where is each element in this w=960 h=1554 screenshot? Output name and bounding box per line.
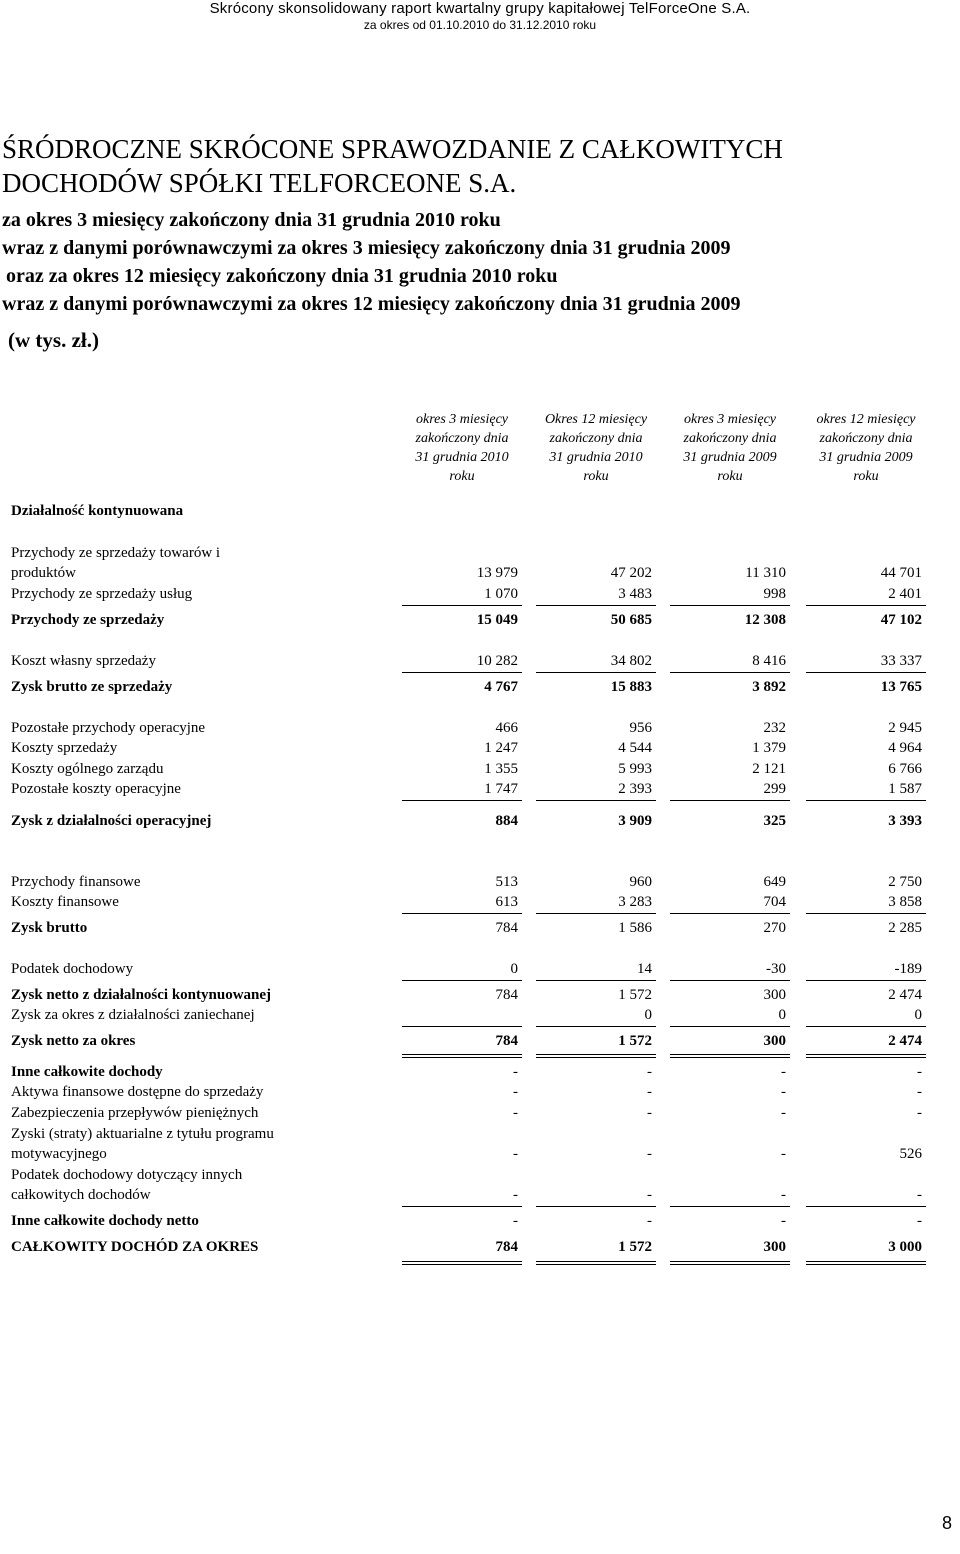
column-header-q4-2010 [402, 410, 522, 486]
row-value: 784 [495, 1239, 518, 1255]
subtotal-rule [536, 800, 656, 801]
row-value: 232 [763, 720, 786, 736]
total-double-rule [536, 1054, 656, 1055]
row-value: 960 [629, 874, 652, 890]
subtitle-line: wraz z danymi porównawczymi za okres 12 miesięcy zakończony dnia 31 grudnia 2009 [2, 293, 741, 315]
row-label: Zysk z działalności operacyjnej [11, 813, 212, 829]
row-value: 3 858 [888, 894, 922, 910]
table-row [11, 1185, 946, 1205]
table-row [11, 892, 946, 912]
subtotal-rule [806, 980, 926, 981]
row-value: - [917, 1213, 922, 1229]
row-value: - [781, 1146, 786, 1162]
row-value: - [781, 1105, 786, 1121]
subtotal-rule [536, 672, 656, 673]
subtotal-rule [670, 1206, 790, 1207]
page-number: 8 [941, 1513, 952, 1533]
subtotal-rule [402, 1206, 522, 1207]
subtotal-rule [670, 913, 790, 914]
column-header-line: okres 12 miesięcy [816, 412, 916, 427]
subtotal-rule [536, 980, 656, 981]
report-header-period: za okres od 01.10.2010 do 31.12.2010 roku [363, 18, 597, 32]
column-header-line: roku [449, 469, 475, 484]
table-row [11, 584, 946, 604]
row-value: 1 247 [484, 740, 518, 756]
row-label: Zysk netto za okres [11, 1033, 136, 1049]
row-value: - [917, 1187, 922, 1203]
row-value: 3 892 [752, 679, 786, 695]
subtotal-rule [536, 1206, 656, 1207]
row-value: 11 310 [745, 565, 786, 581]
row-label: CAŁKOWITY DOCHÓD ZA OKRES [11, 1239, 259, 1255]
row-value: 2 285 [888, 920, 922, 936]
row-value: - [647, 1146, 652, 1162]
row-label: produktów [11, 565, 76, 581]
row-value: 13 765 [880, 679, 922, 695]
table-row [11, 959, 946, 979]
row-value: 2 945 [888, 720, 922, 736]
row-value: 6 766 [888, 761, 922, 777]
row-value: 649 [763, 874, 786, 890]
row-value: 0 [778, 1007, 786, 1023]
subtotal-rule [536, 1026, 656, 1027]
row-label-line: Zyski (straty) aktuarialne z tytułu programu [11, 1126, 274, 1142]
row-value: - [647, 1213, 652, 1229]
subtotal-rule [806, 913, 926, 914]
row-value: - [917, 1105, 922, 1121]
column-header-q4-2009 [670, 410, 790, 486]
row-value: 1 572 [618, 1033, 652, 1049]
row-value: 50 685 [610, 612, 652, 628]
row-value: 4 544 [618, 740, 652, 756]
row-label: Zysk brutto [11, 920, 88, 936]
subtotal-rule [536, 605, 656, 606]
row-value: 3 283 [618, 894, 652, 910]
row-label: Zysk brutto ze sprzedaży [11, 679, 173, 695]
total-double-rule [806, 1261, 926, 1262]
row-value: 2 750 [888, 874, 922, 890]
column-header-line: zakończony dnia [819, 431, 913, 446]
row-value: 0 [510, 961, 518, 977]
subtotal-rule [670, 980, 790, 981]
table-row [11, 1005, 946, 1025]
subtotal-rule [806, 800, 926, 801]
row-value: - [513, 1064, 518, 1080]
row-value: 12 308 [744, 612, 786, 628]
row-value: 0 [644, 1007, 652, 1023]
total-double-rule [806, 1054, 926, 1055]
row-value: 704 [763, 894, 786, 910]
column-header-line: 31 grudnia 2009 [683, 450, 777, 465]
row-label: motywacyjnego [11, 1146, 107, 1162]
row-value: 47 102 [880, 612, 922, 628]
row-value: 784 [495, 1033, 518, 1049]
row-value: 300 [763, 1239, 786, 1255]
table-row [11, 779, 946, 799]
row-value: 10 282 [476, 653, 518, 669]
row-label: Koszty finansowe [11, 894, 119, 910]
row-value: - [513, 1105, 518, 1121]
subtitle-line: wraz z danymi porównawczymi za okres 3 miesięcy zakończony dnia 31 grudnia 2009 [2, 237, 731, 259]
table-row [11, 610, 946, 630]
table-row [11, 759, 946, 779]
total-double-rule [536, 1261, 656, 1262]
row-value: 33 337 [880, 653, 922, 669]
column-header-fy-2009 [806, 410, 926, 486]
report-header-title: Skrócony skonsolidowany raport kwartalny grupy kapitałowej TelForceOne S.A. [209, 0, 751, 17]
row-value: 4 767 [484, 679, 518, 695]
row-value: - [513, 1146, 518, 1162]
row-value: 15 049 [476, 612, 518, 628]
row-value: 526 [899, 1146, 922, 1162]
row-value: 513 [495, 874, 518, 890]
row-value: 2 474 [888, 987, 922, 1003]
row-value: - [647, 1064, 652, 1080]
row-value: 0 [914, 1007, 922, 1023]
column-header-line: zakończony dnia [549, 431, 643, 446]
total-double-rule [806, 1057, 926, 1058]
subtitle-line: za okres 3 miesięcy zakończony dnia 31 grudnia 2010 roku [2, 209, 501, 231]
column-header-line: zakończony dnia [415, 431, 509, 446]
row-label: Pozostałe koszty operacyjne [11, 781, 181, 797]
row-value: - [647, 1105, 652, 1121]
row-value: 13 979 [476, 565, 518, 581]
subtotal-rule [806, 672, 926, 673]
row-value: 47 202 [610, 565, 652, 581]
row-value: 1 355 [484, 761, 518, 777]
row-value: 5 993 [618, 761, 652, 777]
report-header [0, 0, 960, 32]
statement-title-line2: DOCHODÓW SPÓŁKI TELFORCEONE S.A. [2, 168, 517, 198]
row-value: - [781, 1064, 786, 1080]
row-label: Aktywa finansowe dostępne do sprzedaży [11, 1084, 264, 1100]
row-value: 2 121 [752, 761, 786, 777]
row-value: 1 379 [752, 740, 786, 756]
row-value: 466 [495, 720, 518, 736]
section-heading: Działalność kontynuowana [11, 503, 184, 519]
total-double-rule [670, 1054, 790, 1055]
total-double-rule [402, 1054, 522, 1055]
table-row [11, 811, 946, 831]
column-header-line: zakończony dnia [683, 431, 777, 446]
row-value: - [781, 1213, 786, 1229]
subtotal-rule [402, 672, 522, 673]
column-header-line: okres 3 miesięcy [416, 412, 508, 427]
row-label: Zysk netto z działalności kontynuowanej [11, 987, 272, 1003]
column-header-fy-2010 [536, 410, 656, 486]
row-label-line: Przychody ze sprzedaży towarów i [11, 545, 221, 561]
table-row [11, 1082, 946, 1102]
table-row [11, 1237, 946, 1257]
statement-title [2, 132, 942, 200]
row-value: 784 [495, 920, 518, 936]
table-row [11, 918, 946, 938]
row-value: 784 [495, 987, 518, 1003]
row-value: 956 [629, 720, 652, 736]
subtotal-rule [402, 1026, 522, 1027]
row-value: - [513, 1187, 518, 1203]
subtitle-line: oraz za okres 12 miesięcy zakończony dnia 31 grudnia 2010 roku [6, 265, 558, 287]
row-value: 300 [763, 1033, 786, 1049]
total-double-rule [806, 1264, 926, 1265]
row-value: 34 802 [610, 653, 652, 669]
row-value: 3 909 [618, 813, 652, 829]
total-double-rule [402, 1261, 522, 1262]
row-value: 3 393 [888, 813, 922, 829]
table-row [11, 563, 946, 583]
table-row [11, 677, 946, 697]
row-value: - [513, 1213, 518, 1229]
column-header-line: roku [717, 469, 743, 484]
table-row [11, 1144, 946, 1164]
table-row [11, 651, 946, 671]
subtotal-rule [670, 672, 790, 673]
subtotal-rule [806, 1206, 926, 1207]
subtotal-rule [670, 1026, 790, 1027]
total-double-rule [670, 1261, 790, 1262]
table-row [11, 738, 946, 758]
row-value: 1 572 [618, 1239, 652, 1255]
statement-subtitle [2, 206, 952, 318]
total-double-rule [402, 1057, 522, 1058]
row-value: 2 401 [888, 586, 922, 602]
row-value: 2 474 [888, 1033, 922, 1049]
row-value: - [513, 1084, 518, 1100]
column-header-line: roku [583, 469, 609, 484]
row-label: Zabezpieczenia przepływów pieniężnych [11, 1105, 259, 1121]
row-value: 44 701 [880, 565, 922, 581]
row-value: 325 [763, 813, 786, 829]
row-value: 1 747 [484, 781, 518, 797]
table-row [11, 872, 946, 892]
subtotal-rule [806, 1026, 926, 1027]
row-label: Pozostałe przychody operacyjne [11, 720, 206, 736]
table-row [11, 1062, 946, 1082]
row-value: 1 586 [618, 920, 652, 936]
row-value: 613 [495, 894, 518, 910]
column-header-line: 31 grudnia 2009 [819, 450, 913, 465]
subtotal-rule [402, 605, 522, 606]
row-value: 270 [763, 920, 786, 936]
row-value: 884 [495, 813, 518, 829]
subtotal-rule [670, 605, 790, 606]
column-header-line: Okres 12 miesięcy [544, 412, 648, 427]
row-value: 1 572 [618, 987, 652, 1003]
row-value: - [781, 1187, 786, 1203]
row-value: - [647, 1084, 652, 1100]
table-row [11, 985, 946, 1005]
row-value: -189 [894, 961, 922, 977]
row-label: Przychody finansowe [11, 874, 141, 890]
row-value: 998 [763, 586, 786, 602]
total-double-rule [536, 1057, 656, 1058]
row-value: 8 416 [752, 653, 786, 669]
row-value: 3 000 [888, 1239, 922, 1255]
row-label: Przychody ze sprzedaży usług [11, 586, 193, 602]
table-row [11, 1211, 946, 1231]
row-label: Podatek dochodowy [11, 961, 134, 977]
subtotal-rule [402, 913, 522, 914]
row-value: 4 964 [888, 740, 922, 756]
row-label-line: Podatek dochodowy dotyczący innych [11, 1167, 243, 1183]
statement-title-line1: ŚRÓDROCZNE SKRÓCONE SPRAWOZDANIE Z CAŁKOWITYCH [2, 134, 783, 164]
row-label: Inne całkowite dochody netto [11, 1213, 199, 1229]
row-value: -30 [766, 961, 786, 977]
total-double-rule [670, 1264, 790, 1265]
column-header-line: 31 grudnia 2010 [549, 450, 643, 465]
row-value: - [647, 1187, 652, 1203]
row-value: 15 883 [610, 679, 652, 695]
row-value: 1 587 [888, 781, 922, 797]
table-row [11, 1031, 946, 1051]
subtotal-rule [402, 800, 522, 801]
table-row [11, 718, 946, 738]
row-value: 2 393 [618, 781, 652, 797]
row-label: Koszty sprzedaży [11, 740, 118, 756]
subtotal-rule [402, 980, 522, 981]
row-value: 14 [637, 961, 652, 977]
subtotal-rule [536, 913, 656, 914]
subtotal-rule [670, 800, 790, 801]
row-label: Koszt własny sprzedaży [11, 653, 156, 669]
column-header-line: 31 grudnia 2010 [415, 450, 509, 465]
row-label: Inne całkowite dochody [11, 1064, 163, 1080]
row-value: - [781, 1084, 786, 1100]
column-header-line: okres 3 miesięcy [684, 412, 776, 427]
row-label: Zysk za okres z działalności zaniechanej [11, 1007, 255, 1023]
row-value: 3 483 [618, 586, 652, 602]
row-value: 299 [763, 781, 786, 797]
row-label: Koszty ogólnego zarządu [11, 761, 164, 777]
total-double-rule [670, 1057, 790, 1058]
total-double-rule [536, 1264, 656, 1265]
row-value: - [917, 1084, 922, 1100]
row-value: - [917, 1064, 922, 1080]
row-value: 1 070 [484, 586, 518, 602]
row-label: całkowitych dochodów [11, 1187, 151, 1203]
column-header-line: roku [853, 469, 879, 484]
units-note: (w tys. zł.) [8, 328, 99, 352]
row-label: Przychody ze sprzedaży [11, 612, 165, 628]
subtotal-rule [806, 605, 926, 606]
total-double-rule [402, 1264, 522, 1265]
row-value: 300 [763, 987, 786, 1003]
table-row [11, 1103, 946, 1123]
